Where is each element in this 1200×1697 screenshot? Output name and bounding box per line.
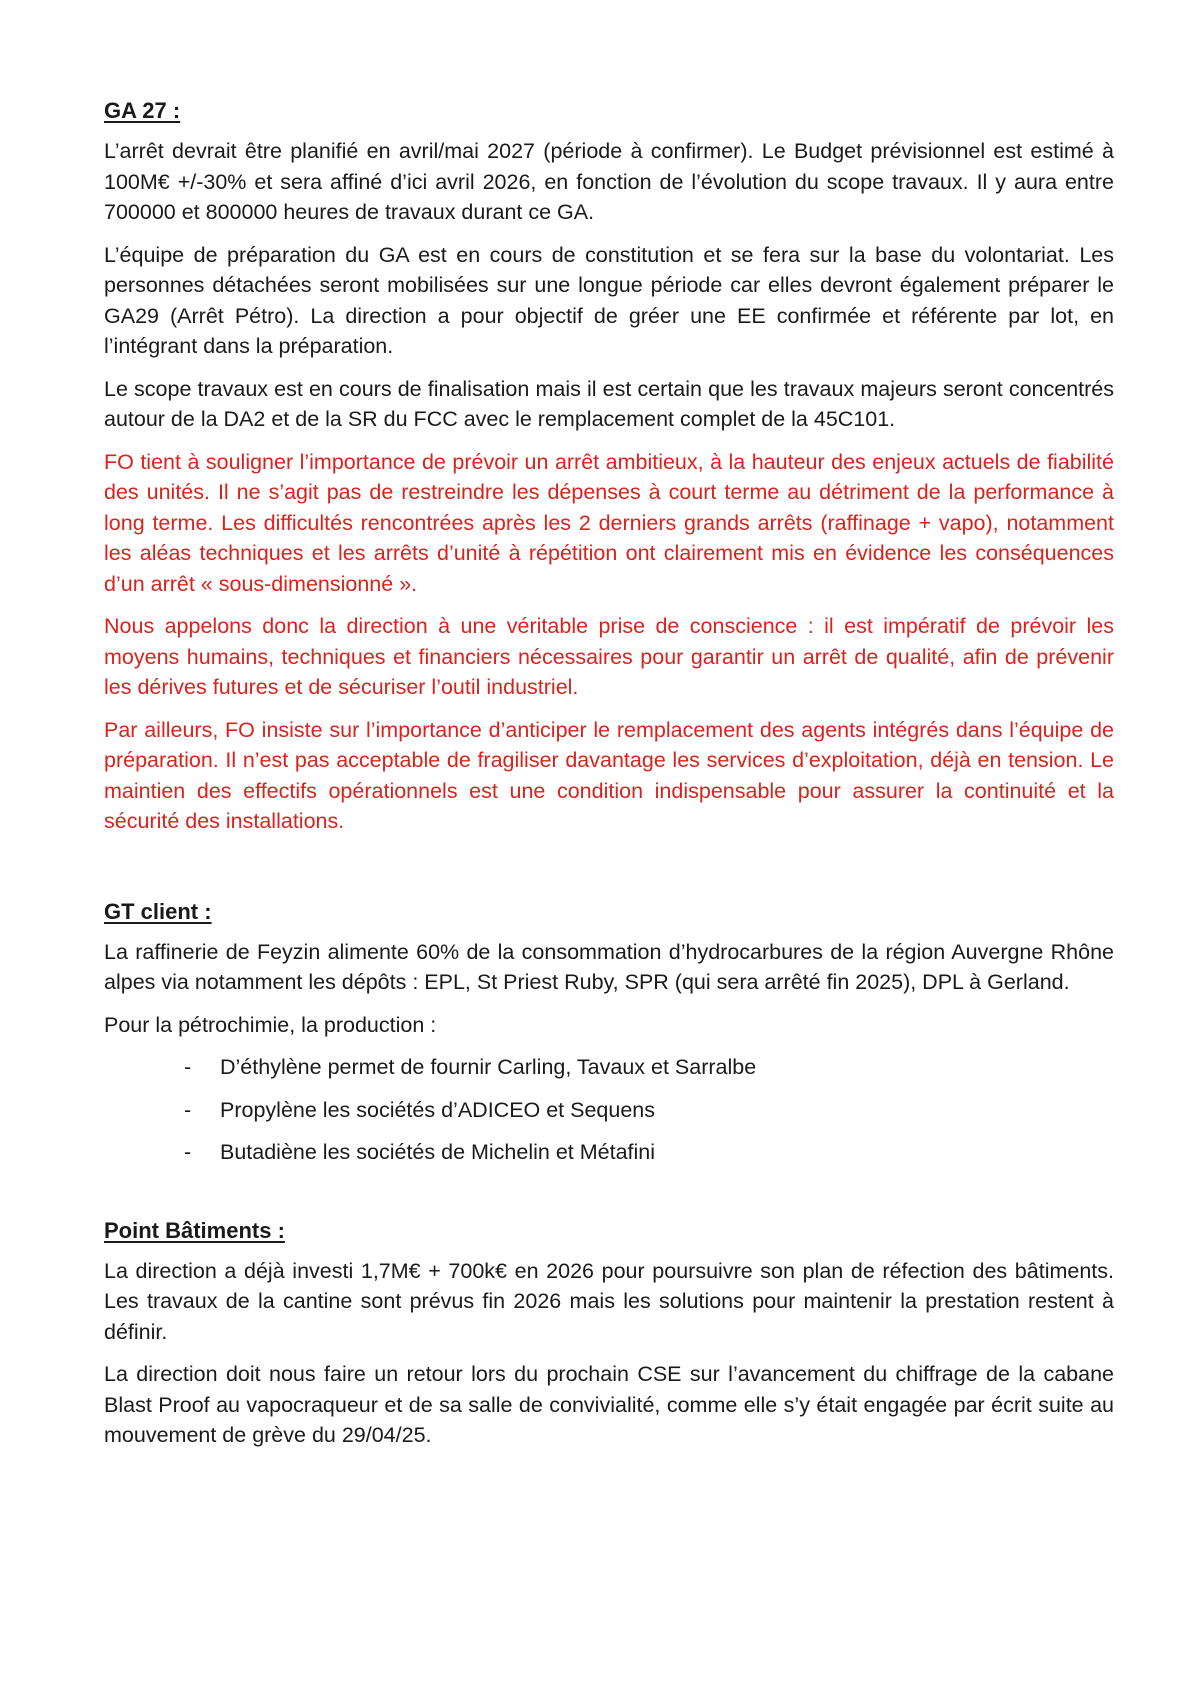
section-gt-client [104,897,1114,1168]
section-spacer [104,849,1114,897]
paragraph: L’équipe de préparation du GA est en cours de constitution et se fera sur la base du volontariat. Les personnes détachées seront mobilisées sur une longue période car elles devront également préparer le GA29 (Arrêt Pétro). La direction a pour objectif de gréer une EE confirmée et référente par lot, en l’intégrant dans la préparation. [104,242,1114,358]
list-item [104,1095,1114,1126]
section-ga27 [104,96,1114,837]
paragraph: Le scope travaux est en cours de finalisation mais il est certain que les travaux majeurs seront concentrés autour de la DA2 et de la SR du FCC avec le remplacement complet de la 45C101. [104,376,1114,431]
list-item-text: Butadiène les sociétés de Michelin et Métafini [220,1140,656,1164]
list-item-text: Propylène les sociétés d’ADICEO et Sequens [220,1097,656,1122]
paragraph: Pour la pétrochimie, la production : [104,1012,437,1037]
dash-bullet: - [184,1140,192,1164]
paragraph: L’arrêt devrait être planifié en avril/mai 2027 (période à confirmer). Le Budget prévisionnel est estimé à 100M€ +/-30% et sera affiné d’ici avril 2026, en fonction de l’évolution du scope travaux. Il y aura entre 700000 et 800000 heures de travaux durant ce GA. [104,139,1114,224]
section-title-ga27: GA 27 : [104,98,181,123]
paragraph: La raffinerie de Feyzin alimente 60% de la consommation d’hydrocarbures de la région Auvergne Rhône alpes via notamment les dépôts : EPL, St Priest Ruby, SPR (qui sera arrêté fin 2025), DPL à Gerland. [104,939,1114,994]
fo-statement-paragraph: Nous appelons donc la direction à une véritable prise de conscience : il est impératif de prévoir les moyens humains, techniques et financiers nécessaires pour garantir un arrêt de qualité, afin de prévenir les dérives futures et de sécuriser l’outil industriel. [104,614,1114,699]
section-spacer [104,1180,1114,1216]
section-title-gt-client: GT client : [104,898,212,924]
production-list [104,1052,1114,1168]
dash-bullet: - [184,1097,192,1122]
paragraph: La direction doit nous faire un retour lors du prochain CSE sur l’avancement du chiffrage de la cabane Blast Proof au vapocraqueur et de sa salle de convivialité, comme elle s’y était engagée par écrit suite au mouvement de grève du 29/04/25. [104,1362,1114,1447]
list-item [104,1052,1114,1083]
section-batiments [104,1216,1114,1451]
list-item [104,1137,1114,1168]
list-item-text: D’éthylène permet de fournir Carling, Tavaux et Sarralbe [220,1055,757,1079]
paragraph: La direction a déjà investi 1,7M€ + 700k€ en 2026 pour poursuivre son plan de réfection des bâtiments. Les travaux de la cantine sont prévus fin 2026 mais les solutions pour maintenir la prestation restent à définir. [104,1258,1114,1344]
dash-bullet: - [184,1055,192,1079]
fo-statement-paragraph: FO tient à souligner l’importance de prévoir un arrêt ambitieux, à la hauteur des enjeux actuels de fiabilité des unités. Il ne s’agit pas de restreindre les dépenses à court terme au détriment de la performance à long terme. Les difficultés rencontrées après les 2 derniers grands arrêts (raffinage + vapo), notamment les aléas techniques et les arrêts d’unité à répétition ont clairement mis en évidence les conséquences d’un arrêt « sous-dimensionné ». [104,449,1114,596]
document-page [104,96,1114,1463]
section-title-batiments: Point Bâtiments : [104,1217,285,1243]
fo-statement-paragraph: Par ailleurs, FO insiste sur l’importance d’anticiper le remplacement des agents intégrés dans l’équipe de préparation. Il n’est pas acceptable de fragiliser davantage les services d’exploitation, déjà en tension. Le maintien des effectifs opérationnels est une condition indispensable pour assurer la continuité et la sécurité des installations. [104,717,1114,833]
